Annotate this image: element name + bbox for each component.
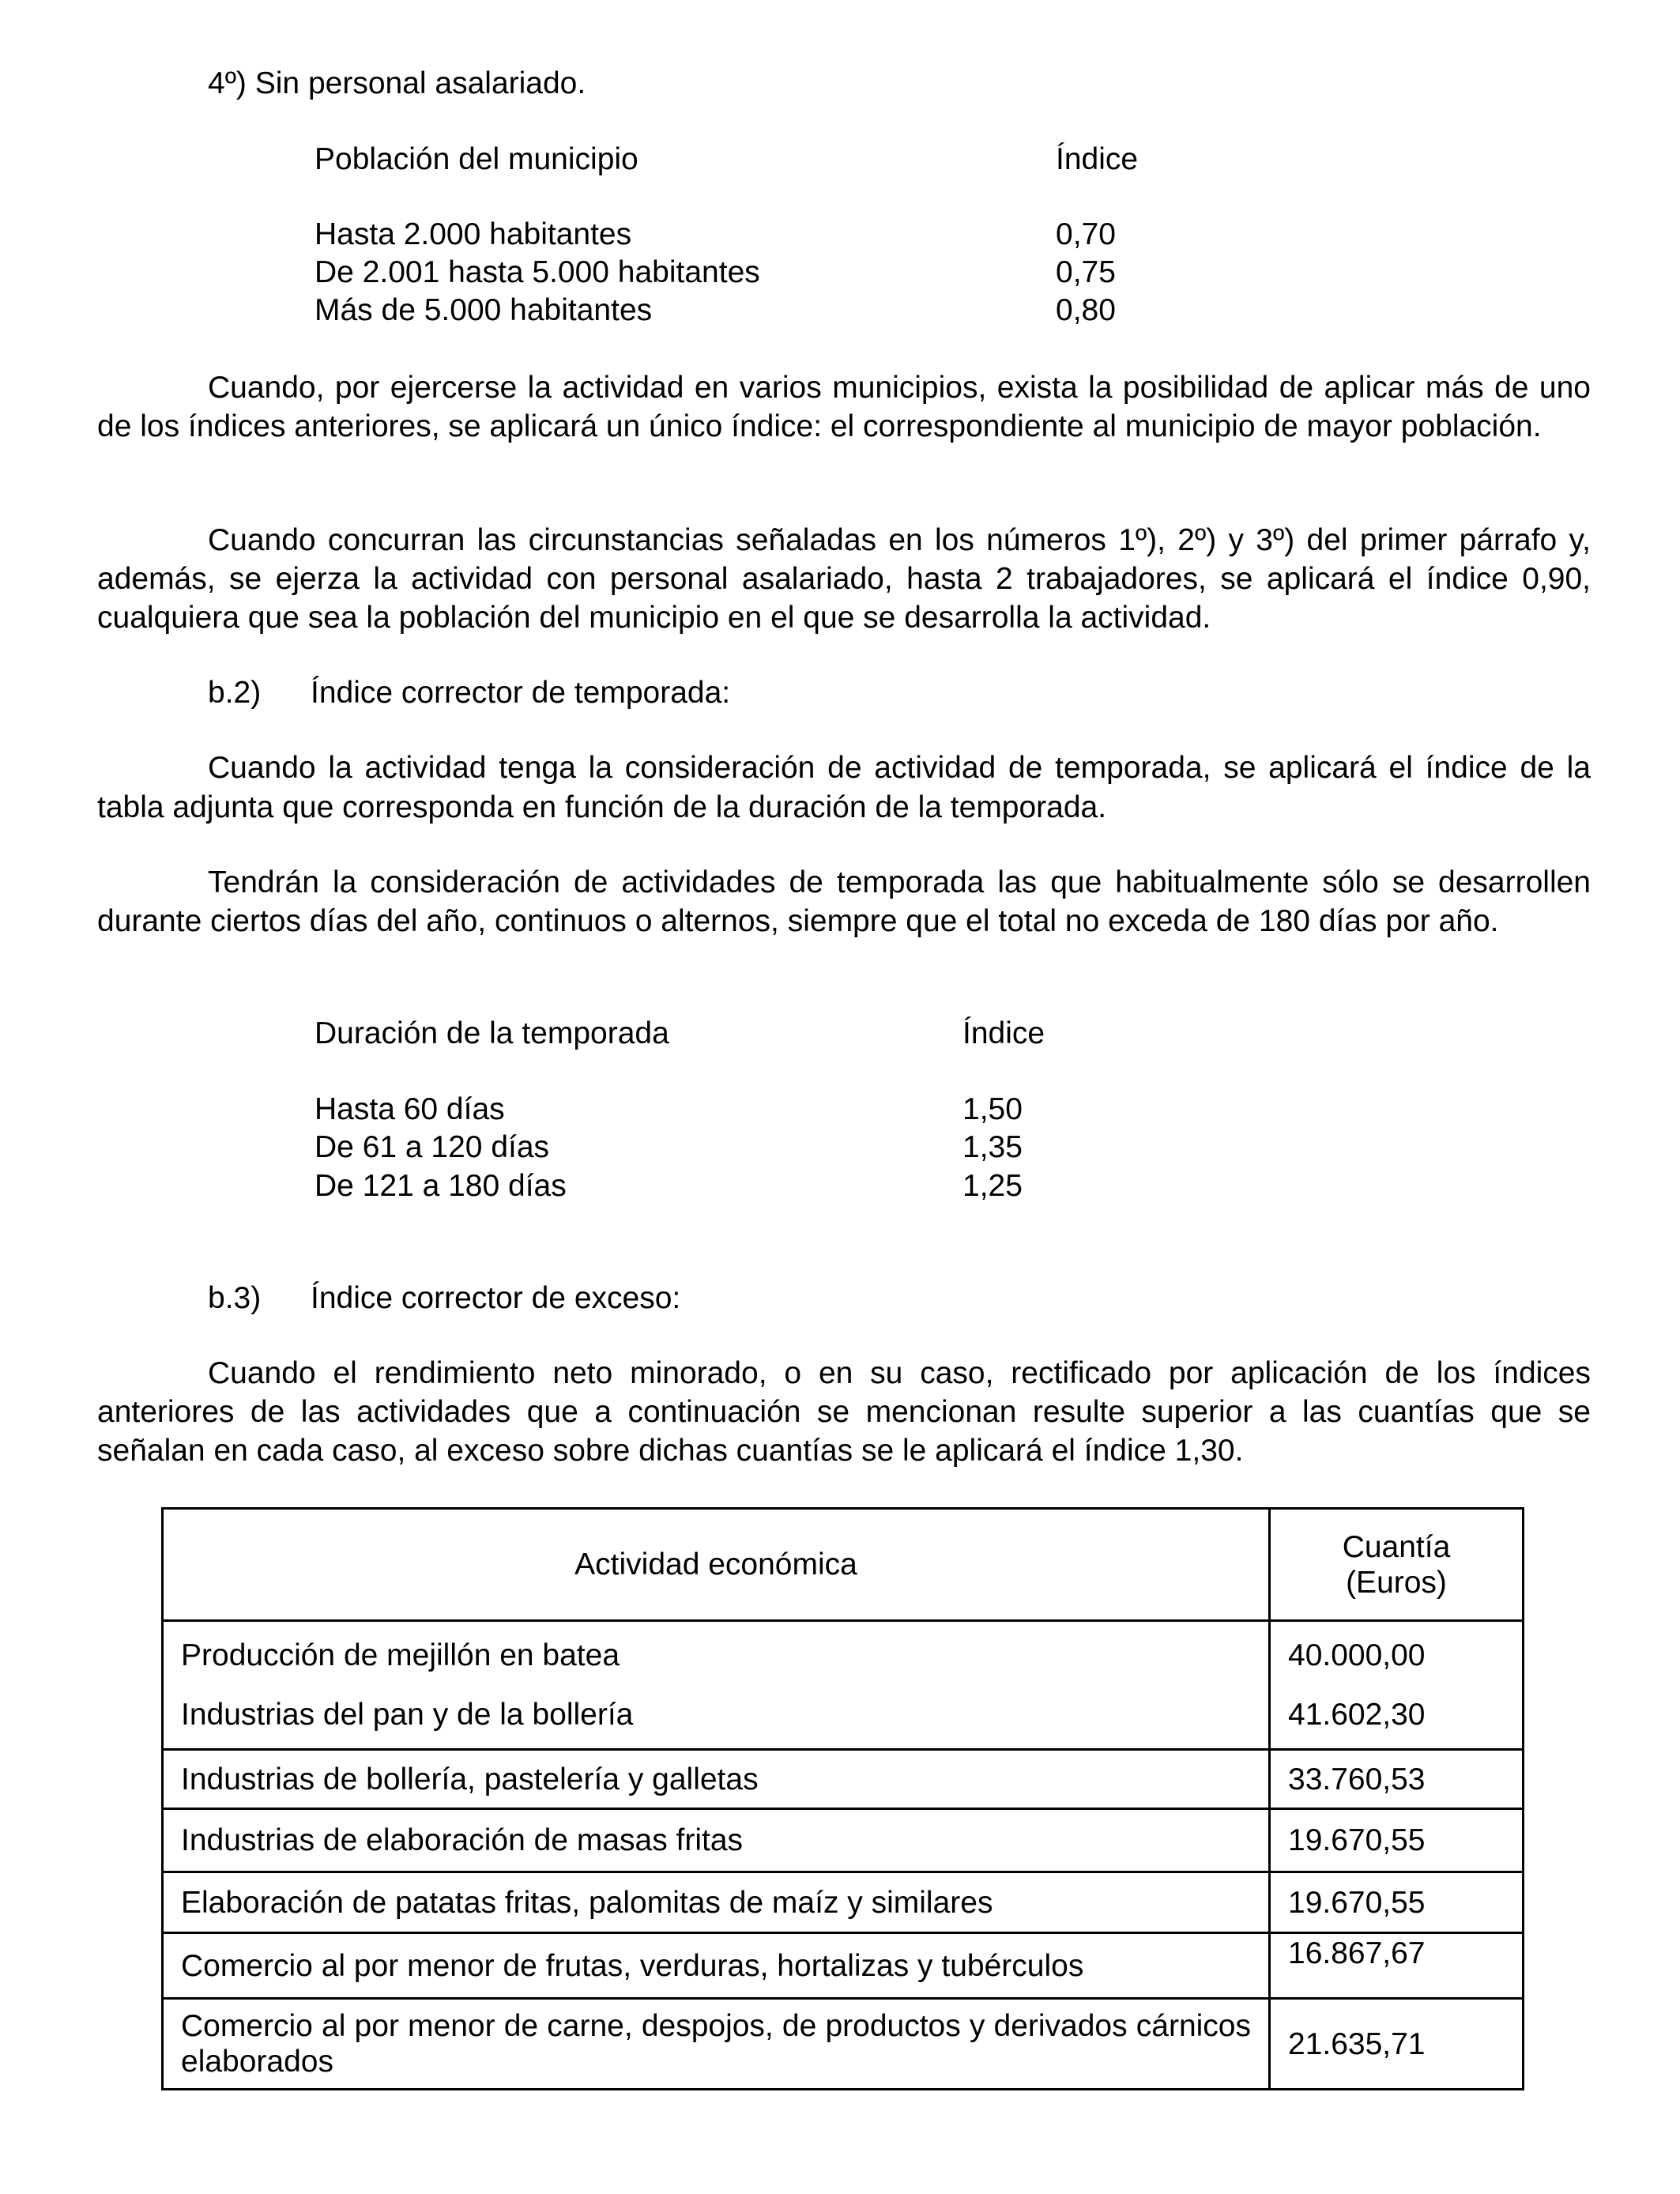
- duration-row-value: 1,50: [962, 1092, 1023, 1126]
- table-row: [163, 1999, 1524, 2090]
- table-row: [163, 1872, 1524, 1933]
- activity-header: Actividad económica: [163, 1509, 1270, 1621]
- index-column-header: Índice: [1056, 142, 1139, 176]
- table-row: [163, 1809, 1524, 1872]
- population-column-header: Población del municipio: [315, 142, 638, 176]
- amount-cell: 21.635,71: [1270, 1999, 1524, 2090]
- activity-name: Producción de mejillón en batea: [181, 1638, 620, 1672]
- amount-header: [1270, 1509, 1524, 1621]
- amount-value: 40.000,00: [1288, 1638, 1426, 1672]
- section-number: b.2): [208, 676, 262, 710]
- amount-cell: 33.760,53: [1270, 1750, 1524, 1809]
- population-row-label: Hasta 2.000 habitantes: [315, 217, 632, 251]
- section-title: Índice corrector de temporada:: [311, 676, 731, 710]
- population-row-label: De 2.001 hasta 5.000 habitantes: [315, 255, 760, 289]
- population-row-value: 0,80: [1056, 293, 1116, 327]
- population-row-label: Más de 5.000 habitantes: [315, 293, 653, 327]
- amount-cell: 19.670,55: [1270, 1809, 1524, 1872]
- section-number: b.3): [208, 1281, 262, 1315]
- table-row: [163, 1933, 1524, 1999]
- activity-cell: Comercio al por menor de frutas, verduras, hortalizas y tubérculos: [163, 1933, 1270, 1999]
- amount-header-line: (Euros): [1346, 1565, 1447, 1600]
- activity-cell: [163, 1621, 1270, 1750]
- section-title: Índice corrector de exceso:: [311, 1281, 681, 1315]
- paragraph-multiple-municipalities: Cuando, por ejercerse la actividad en varios municipios, exista la posibilidad de aplicar más de uno de los índices anteriores, se aplicará un único índice: el correspondiente al municipio de mayor población.: [97, 371, 1591, 443]
- table-row: [163, 1750, 1524, 1809]
- paragraph-season-definition: Tendrán la consideración de actividades de temporada las que habitualmente sólo se desarrollen durante ciertos días del año, continuos o alternos, siempre que el total no exceda de 180 días por año.: [97, 865, 1591, 938]
- paragraph-excess-index: Cuando el rendimiento neto minorado, o en su caso, rectificado por aplicación de los índices anteriores de las actividades que a continuación se mencionan resulte superior a las cuantías que se señalan en cada caso, al exceso sobre dichas cuantías se le aplicará el índice 1,30.: [97, 1356, 1591, 1468]
- population-row-value: 0,70: [1056, 217, 1116, 251]
- activity-name: Industrias del pan y de la bollería: [181, 1698, 634, 1732]
- duration-row-label: De 121 a 180 días: [315, 1169, 567, 1203]
- amount-cell: 16.867,67: [1270, 1933, 1524, 1999]
- amount-cell: [1270, 1621, 1524, 1750]
- population-row-value: 0,75: [1056, 255, 1116, 289]
- amount-value: 41.602,30: [1288, 1698, 1426, 1732]
- duration-column-header: Duración de la temporada: [315, 1016, 669, 1050]
- amount-header-line: Cuantía: [1342, 1529, 1451, 1564]
- paragraph-salaried-staff: Cuando concurran las circunstancias señaladas en los números 1º), 2º) y 3º) del primer párrafo y, además, se ejerza la actividad con personal asalariado, hasta 2 trabajadores, se aplicará el índice 0,90, cualquiera que sea la población del municipio en el que se desarrolla la actividad.: [97, 523, 1591, 635]
- paragraph-season-activity: Cuando la actividad tenga la consideración de actividad de temporada, se aplicará el índice de la tabla adjunta que corresponda en función de la duración de la temporada.: [97, 751, 1591, 824]
- activity-cell: Elaboración de patatas fritas, palomitas de maíz y similares: [163, 1872, 1270, 1933]
- activity-cell: Industrias de elaboración de masas fritas: [163, 1809, 1270, 1872]
- section-heading: 4º) Sin personal asalariado.: [208, 66, 586, 100]
- table-row: [163, 1621, 1524, 1750]
- activity-cell: Industrias de bollería, pastelería y galletas: [163, 1750, 1270, 1809]
- excess-amounts-table: [161, 1507, 1524, 2090]
- activity-cell: Comercio al por menor de carne, despojos, de productos y derivados cárnicos elaborados: [163, 1999, 1270, 2090]
- duration-row-label: De 61 a 120 días: [315, 1130, 550, 1164]
- table-header-row: [163, 1509, 1524, 1621]
- index-column-header: Índice: [962, 1016, 1045, 1050]
- duration-row-value: 1,25: [962, 1169, 1023, 1203]
- amount-cell: 19.670,55: [1270, 1872, 1524, 1933]
- duration-row-label: Hasta 60 días: [315, 1092, 505, 1126]
- duration-row-value: 1,35: [962, 1130, 1023, 1164]
